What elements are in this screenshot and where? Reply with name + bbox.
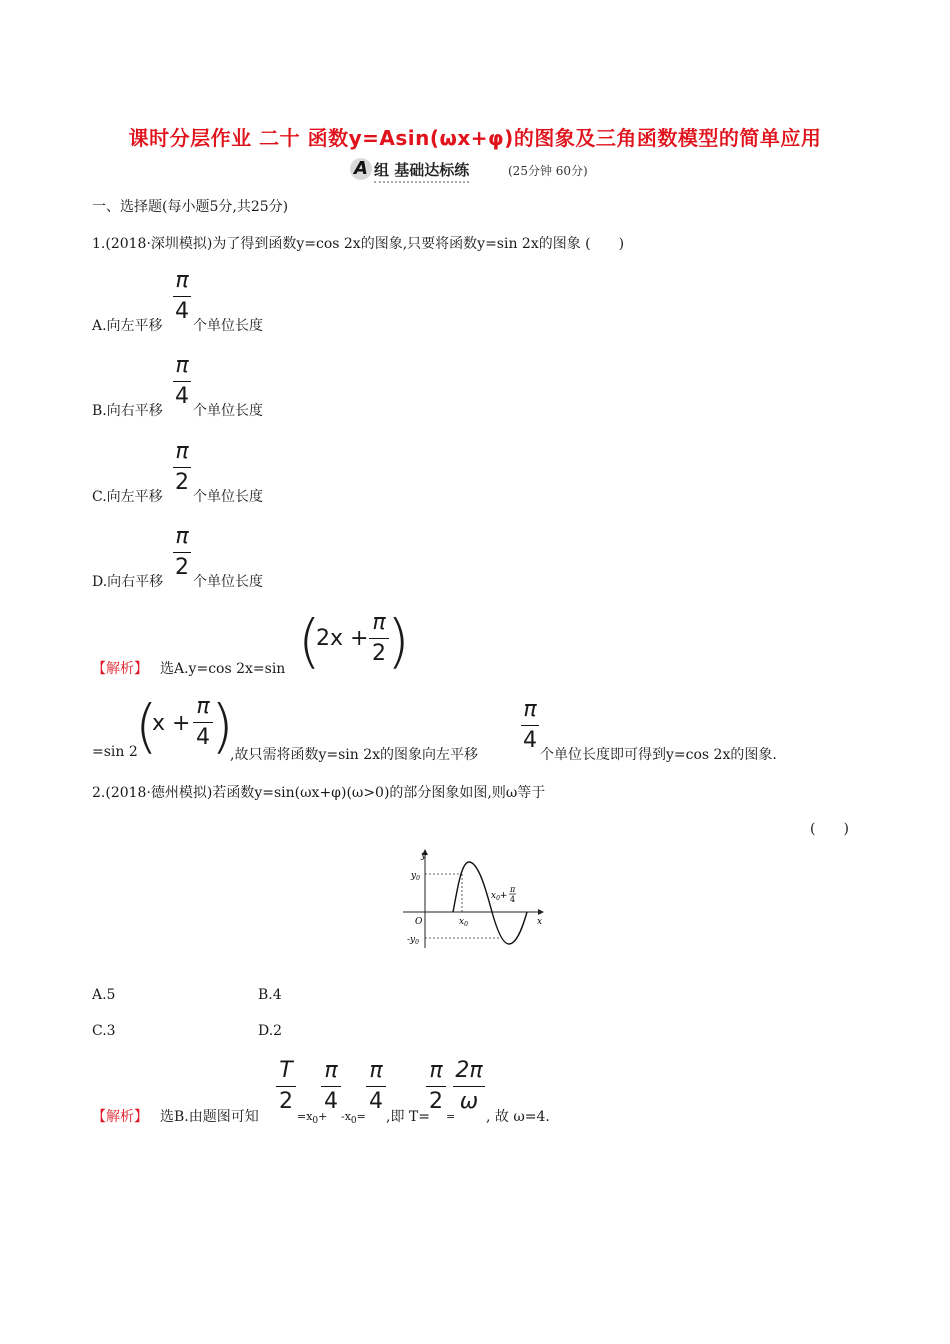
q1-analysis-label: 【解析】	[92, 661, 148, 677]
y0-symbol: y	[411, 871, 417, 881]
fraction-numerator: π	[175, 353, 189, 378]
q2-option-b: B.4	[258, 987, 282, 1003]
q1-option-c-fraction	[173, 439, 191, 496]
q2-fraction-pi-over-2	[426, 1058, 446, 1115]
q1-option-b-fraction	[173, 353, 191, 410]
fraction-denominator: 4	[175, 299, 189, 324]
subscript-0: 0	[350, 1116, 357, 1126]
right-paren: )	[387, 607, 410, 675]
q2-analysis-label: 【解析】	[92, 1109, 148, 1125]
right-paren: )	[211, 692, 234, 760]
fraction-numerator: π	[429, 1058, 443, 1083]
fraction-numerator: π	[175, 524, 189, 549]
q1-analysis-fraction-3	[521, 697, 539, 754]
q1-option-b-suffix: 个单位长度	[193, 403, 263, 419]
q1-analysis-line2-mid: ,故只需将函数y=sin 2x的图象向左平移	[230, 747, 479, 763]
fraction-denominator: 4	[369, 1089, 383, 1114]
x0-plus-tick-label	[491, 891, 507, 902]
fraction-bar	[521, 725, 539, 726]
x-axis-label: x	[537, 917, 543, 927]
fraction-bar	[173, 552, 191, 553]
fraction-numerator: π	[196, 694, 210, 719]
y0-subscript: 0	[416, 875, 420, 882]
left-paren: (	[135, 692, 158, 760]
fraction-numerator: π	[523, 697, 537, 722]
subscript-0: 0	[312, 1116, 319, 1126]
q2-option-c: C.3	[92, 1023, 116, 1039]
fraction-denominator: 2	[175, 555, 189, 580]
q1-option-d-fraction	[173, 524, 191, 581]
fraction-denominator: 2	[429, 1089, 443, 1114]
x0-subscript: 0	[464, 921, 468, 928]
fraction-bar	[173, 296, 191, 297]
q1-option-a-prefix: A.向左平移	[92, 318, 163, 334]
q2-analysis-tail: , 故 ω=4.	[486, 1109, 550, 1125]
q1-analysis-line1: 选A.y=cos 2x=sin	[160, 661, 286, 677]
q2-analysis-prefix: 选B.由题图可知	[160, 1109, 259, 1125]
neg-y0-symbol: -y	[407, 935, 416, 945]
fraction-denominator: 4	[324, 1089, 338, 1114]
neg-y0-subscript: 0	[415, 939, 419, 946]
fraction-numerator: π	[369, 1058, 383, 1083]
fraction-numerator: π	[175, 268, 189, 293]
group-label: 组 基础达标练	[374, 159, 469, 183]
sine-graph-figure	[395, 844, 555, 952]
origin-label: O	[415, 917, 423, 927]
q2-eq2-text: -x	[341, 1110, 351, 1123]
y0-tick-label	[410, 871, 420, 882]
q1-option-c-suffix: 个单位长度	[193, 489, 263, 505]
fraction-numerator: T	[279, 1058, 293, 1083]
q1-analysis-line2-prefix: =sin 2	[92, 744, 138, 760]
q1-option-a-fraction	[173, 268, 191, 325]
x0-plus-symbol: x	[491, 891, 497, 901]
sine-curve	[453, 862, 527, 944]
math-expression: 2x +	[316, 626, 369, 651]
q1-option-d-prefix: D.向右平移	[92, 574, 164, 590]
pi-over-four-num: π	[510, 885, 516, 894]
fraction-bar	[173, 381, 191, 382]
q2-eq4: =	[446, 1110, 456, 1123]
question-2-stem: 2.(2018·德州模拟)若函数y=sin(ωx+φ)(ω>0)的部分图象如图,则ω等于	[92, 785, 546, 801]
fraction-numerator: π	[324, 1058, 338, 1083]
fraction-numerator: π	[175, 439, 189, 464]
page-title: 课时分层作业 二十 函数y=Asin(ωx+φ)的图象及三角函数模型的简单应用	[128, 126, 822, 150]
left-paren: (	[298, 607, 321, 675]
y-axis-label: y	[421, 851, 427, 861]
section-heading: 一、选择题(每小题5分,共25分)	[92, 199, 289, 215]
question-1-stem: 1.(2018·深圳模拟)为了得到函数y=cos 2x的图象,只要将函数y=sin 2x的图象 ( )	[92, 236, 625, 252]
pi-over-four-den: 4	[510, 895, 516, 904]
fraction-numerator: 2π	[455, 1058, 483, 1083]
q2-option-a: A.5	[92, 987, 116, 1003]
x0-tick-label	[459, 917, 468, 928]
q1-analysis-fraction-1	[369, 610, 389, 667]
fraction-denominator: 2	[175, 470, 189, 495]
answer-blank: ( )	[810, 821, 849, 837]
fraction-denominator: 4	[523, 728, 537, 753]
q2-fraction-2pi-over-omega	[453, 1058, 485, 1115]
q1-option-b-prefix: B.向右平移	[92, 403, 163, 419]
group-badge: A	[350, 158, 372, 180]
q2-eq1-text: =x	[297, 1110, 313, 1123]
fraction-bar	[366, 1086, 386, 1087]
q2-fraction-pi-over-4-b	[366, 1058, 386, 1115]
q2-eq1: $=x_0+$	[297, 1110, 328, 1126]
q2-fraction-t-over-2	[276, 1058, 296, 1115]
plus-sign: +	[499, 891, 508, 901]
neg-y0-tick-label	[407, 935, 419, 946]
q2-eq3: ,即 T=	[386, 1109, 430, 1125]
fraction-denominator: 2	[372, 641, 386, 666]
x0-symbol: x	[459, 917, 465, 927]
fraction-bar	[321, 1086, 341, 1087]
q2-eq2: $-x_0=$	[341, 1110, 366, 1126]
q1-option-d-suffix: 个单位长度	[193, 574, 263, 590]
time-allocation: (25分钟 60分)	[508, 164, 588, 178]
q1-option-c-prefix: C.向左平移	[92, 489, 163, 505]
fraction-denominator: ω	[459, 1089, 479, 1114]
fraction-bar	[276, 1086, 296, 1087]
fraction-bar	[173, 467, 191, 468]
q1-analysis-fraction-2	[193, 694, 213, 751]
fraction-numerator: π	[372, 610, 386, 635]
math-expression: x +	[152, 711, 191, 736]
fraction-bar	[369, 638, 389, 639]
q1-analysis-line2-suffix: 个单位长度即可得到y=cos 2x的图象.	[540, 747, 777, 763]
fraction-bar	[426, 1086, 446, 1087]
fraction-bar	[193, 722, 213, 723]
q2-option-d: D.2	[258, 1023, 283, 1039]
fraction-denominator: 4	[175, 384, 189, 409]
fraction-denominator: 4	[196, 725, 210, 750]
x0-plus-subscript: 0	[496, 895, 500, 902]
q1-option-a-suffix: 个单位长度	[193, 318, 263, 334]
fraction-bar	[453, 1086, 485, 1087]
q2-fraction-pi-over-4-a	[321, 1058, 341, 1115]
fraction-denominator: 2	[279, 1089, 293, 1114]
